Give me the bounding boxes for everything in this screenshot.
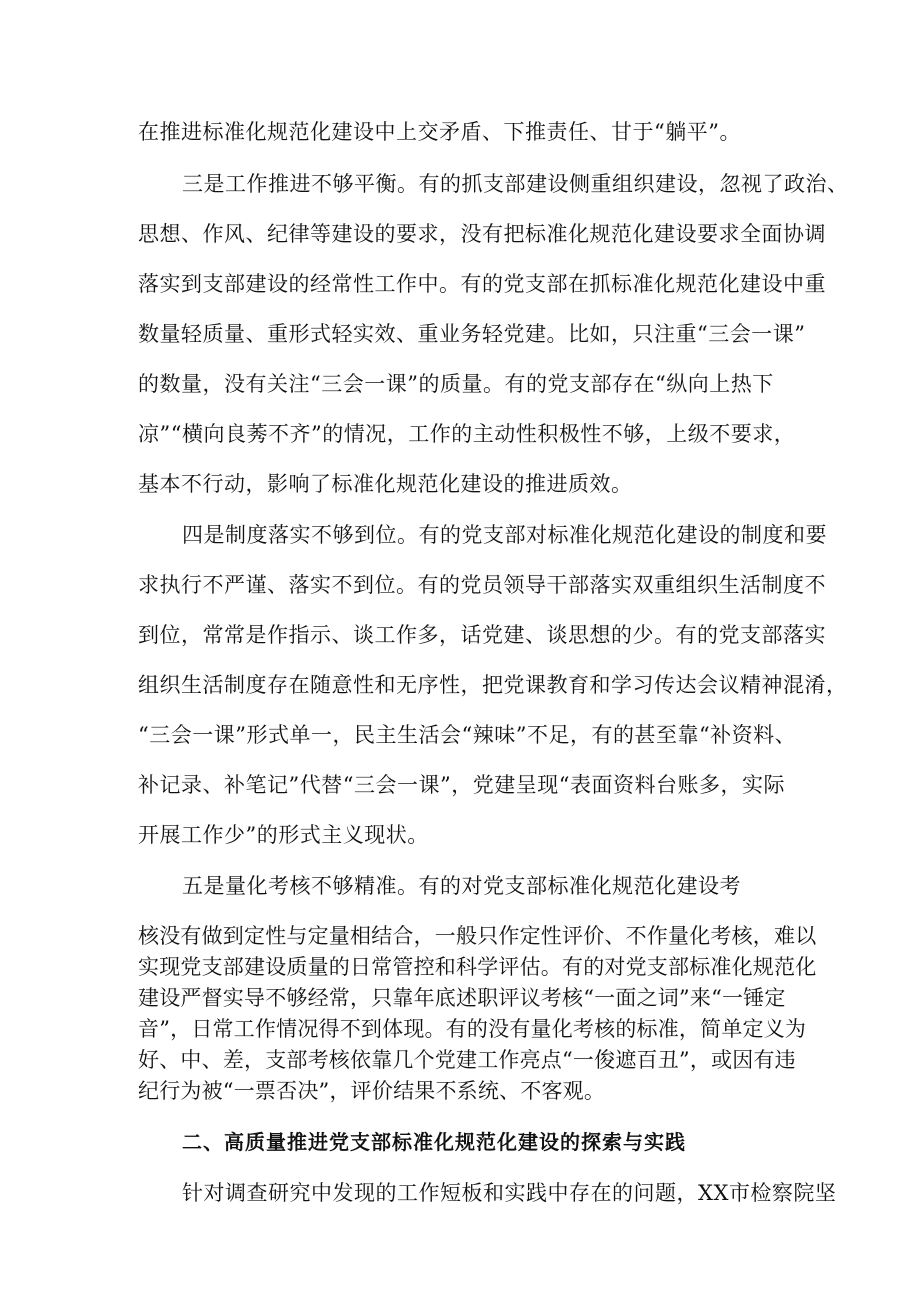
paragraph-start: 三是工作推进不够平衡。有的抓支部建设侧重组织建设，忽视了政治、: [182, 172, 849, 196]
text-line: 到位，常常是作指示、谈工作多，话党建、谈思想的少。有的党支部落实: [138, 623, 826, 647]
text-line: 纪行为被“一票否决”，评价结果不系统、不客观。: [138, 1079, 606, 1103]
text-line: 求执行不严谨、落实不到位。有的党员领导干部落实双重组织生活制度不: [138, 573, 826, 597]
text-line: 的数量，没有关注“三会一课”的质量。有的党支部存在“纵向上热下: [138, 372, 774, 396]
section-heading: 二、高质量推进党支部标准化规范化建设的探索与实践: [182, 1130, 686, 1154]
text-line: 实现党支部建设质量的日常管控和科学评估。有的对党支部标准化规范化: [138, 955, 817, 979]
paragraph-start: 四是制度落实不够到位。有的党支部对标准化规范化建设的制度和要: [182, 523, 827, 547]
text-line: 建设严督实导不够经常，只靠年底述职评议考核“一面之词”来“一锤定: [138, 986, 786, 1010]
text-line: “三会一课”形式单一，民主生活会“辣味”不足，有的甚至靠“补资料、: [138, 723, 797, 747]
text-line: 开展工作少”的形式主义现状。: [138, 823, 429, 847]
paragraph-start: 五是量化考核不够精准。有的对党支部标准化规范化建设考: [182, 874, 741, 898]
paragraph-start: 针对调查研究中发现的工作短板和实践中存在的问题，XX市检察院坚: [182, 1181, 837, 1205]
text-line: 落实到支部建设的经常性工作中。有的党支部在抓标准化规范化建设中重: [138, 272, 826, 296]
text-line: 基本不行动，影响了标准化规范化建设的推进质效。: [138, 472, 633, 496]
text-line: 数量轻质量、重形式轻实效、重业务轻党建。比如，只注重“三会一课”: [138, 322, 806, 346]
text-line: 在推进标准化规范化建设中上交矛盾、下推责任、甘于“躺平”。: [138, 120, 741, 144]
text-line: 音”，日常工作情况得不到体现。有的没有量化考核的标准，简单定义为: [138, 1017, 807, 1041]
text-line: 补记录、补笔记”代替“三会一课”，党建呈现“表面资料台账多，实际: [138, 773, 785, 797]
text-line: 凉”“横向良莠不齐”的情况，工作的主动性积极性不够，上级不要求，: [138, 422, 796, 446]
text-line: 思想、作风、纪律等建设的要求，没有把标准化规范化建设要求全面协调: [138, 222, 826, 246]
text-line: 核没有做到定性与定量相结合，一般只作定性评价、不作量化考核，难以: [138, 924, 817, 948]
text-line: 组织生活制度存在随意性和无序性，把党课教育和学习传达会议精神混淆，: [138, 673, 848, 697]
text-line: 好、中、差，支部考核依靠几个党建工作亮点“一俊遮百丑”，或因有违: [138, 1048, 796, 1072]
